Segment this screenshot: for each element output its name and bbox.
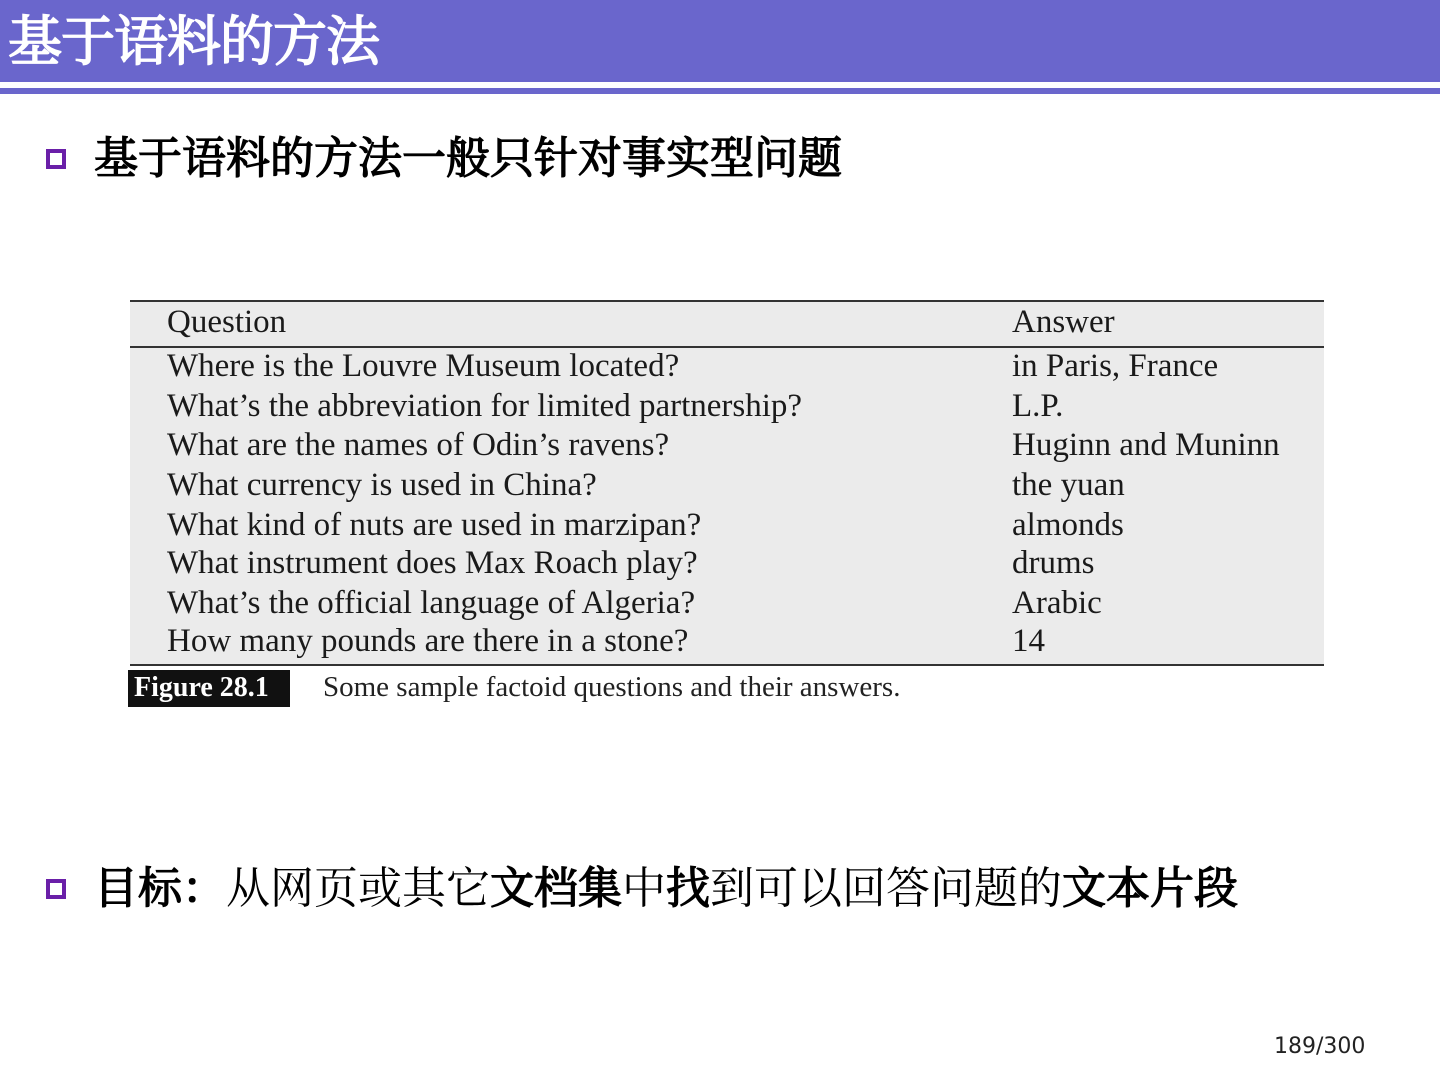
bullet-text-2 [94,861,1238,917]
goal-text-part: 中 [622,863,666,914]
goal-text-part: 到可以回答问题的 [710,863,1062,914]
goal-text-emphasis: 文档集 [490,863,622,914]
table-row [130,623,1324,663]
question-cell: How many pounds are there in a stone? [167,623,689,659]
header-question: Question [167,304,287,340]
title-divider [0,88,1440,94]
table-row [130,388,1324,428]
table-header [130,302,1324,348]
question-cell: What currency is used in China? [167,467,597,503]
title-bar [0,0,1440,82]
answer-cell: 14 [1012,623,1045,659]
table-row [130,467,1324,507]
table-row [130,348,1324,388]
answer-cell: Huginn and Muninn [1012,427,1280,463]
square-bullet-icon [46,879,66,899]
bullet-item-2 [46,861,1238,917]
header-answer: Answer [1012,304,1115,340]
slide-title: 基于语料的方法 [8,10,379,73]
question-cell: What kind of nuts are used in marzipan? [167,507,702,543]
answer-cell: in Paris, France [1012,348,1219,384]
question-cell: What’s the official language of Algeria? [167,585,696,621]
goal-text-emphasis: 找 [666,863,710,914]
goal-text-part: 从网页或其它 [226,863,490,914]
answer-cell: Arabic [1012,585,1102,621]
table-row [130,545,1324,585]
answer-cell: drums [1012,545,1095,581]
goal-text-emphasis: 文本片段 [1062,863,1238,914]
answer-cell: L.P. [1012,388,1064,424]
table-row [130,427,1324,467]
question-cell: What are the names of Odin’s ravens? [167,427,670,463]
table-row [130,585,1324,625]
question-cell: What instrument does Max Roach play? [167,545,698,581]
figure-table [130,300,1324,666]
page-number: 189/300 [1274,1034,1366,1059]
figure-caption-text: Some sample factoid questions and their answers. [323,671,901,703]
table-row [130,507,1324,547]
bullet-text-1: 基于语料的方法一般只针对事实型问题 [94,133,842,184]
figure-caption-label: Figure 28.1 [128,670,290,707]
answer-cell: almonds [1012,507,1124,543]
bullet-item-1 [46,131,842,187]
goal-label: 目标： [94,863,226,914]
question-cell: What’s the abbreviation for limited partnership? [167,388,803,424]
answer-cell: the yuan [1012,467,1125,503]
square-bullet-icon [46,149,66,169]
question-cell: Where is the Louvre Museum located? [167,348,680,384]
